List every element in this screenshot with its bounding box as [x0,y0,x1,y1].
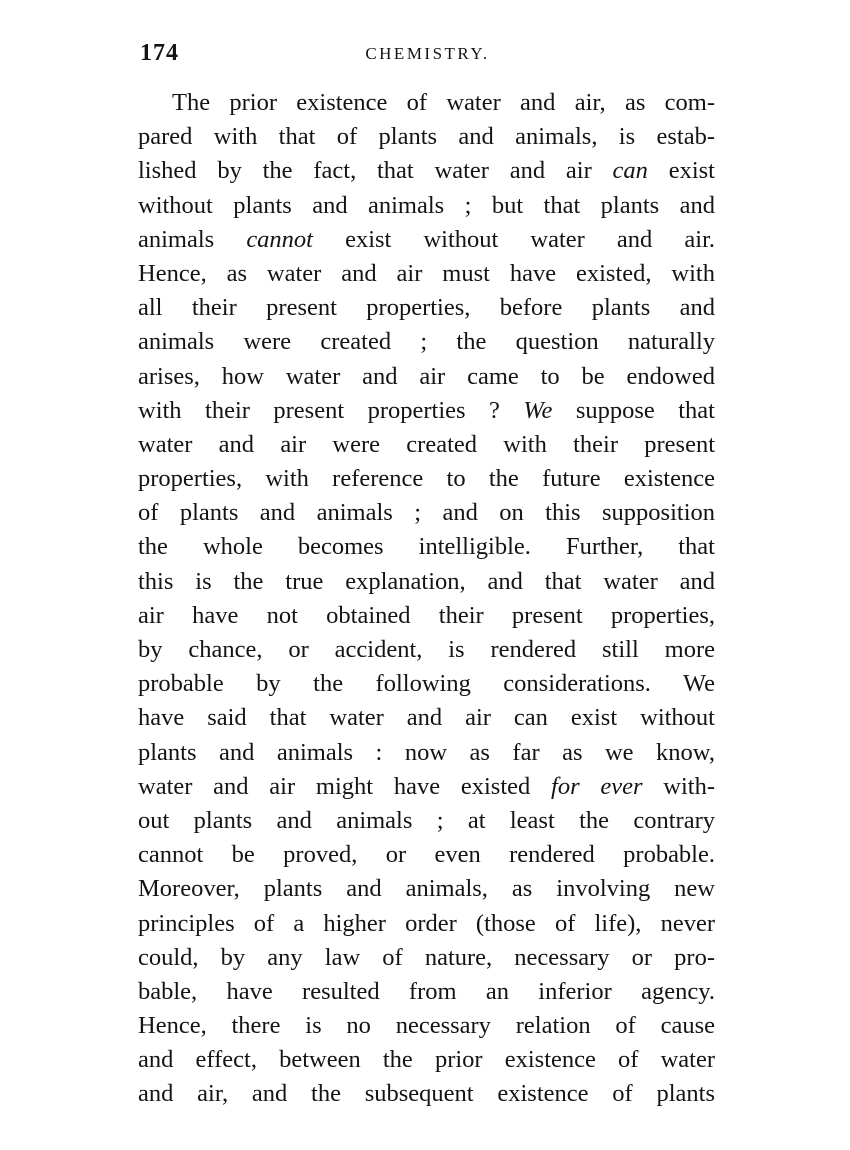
text-run: out plants and animals ; at least the contrary [138,806,715,834]
text-run: Moreover, plants and animals, as involving new [138,875,715,903]
text-line [138,257,715,291]
text-line [138,770,715,804]
text-run: the whole becomes intelligible. Further, that [138,533,715,561]
text-line [138,86,715,120]
text-run: could, by any law of nature, necessary or pro- [138,943,715,971]
text-line [138,291,715,325]
text-line [138,496,715,530]
text-line [138,530,715,564]
text-run: water and air were created with their present [138,430,715,458]
text-run: properties, with reference to the future existence [138,465,715,493]
text-line [138,1077,715,1111]
text-line [138,941,715,975]
text-run: suppose that [552,396,715,424]
running-head [140,40,715,80]
text-line [138,154,715,188]
text-line [138,565,715,599]
text-run: cannot be proved, or even rendered probable. [138,841,715,869]
text-run: all their present properties, before plants and [138,294,715,322]
text-run: plants and animals : now as far as we know, [138,738,715,766]
italic-run: can [612,157,648,185]
text-run: arises, how water and air came to be endowed [138,362,715,390]
page-number: 174 [140,40,179,66]
text-run: probable by the following considerations. We [138,670,715,698]
text-run: with their present properties ? [138,396,524,424]
text-line [138,1009,715,1043]
text-line [138,975,715,1009]
text-line [138,360,715,394]
text-line [138,394,715,428]
text-run: bable, have resulted from an inferior agency. [138,977,715,1005]
text-line [138,667,715,701]
text-run: lished by the fact, that water and air [138,157,613,185]
italic-run: We [523,396,553,424]
text-line [138,633,715,667]
text-run: have said that water and air can exist without [138,704,715,732]
text-line [138,462,715,496]
text-run: and effect, between the prior existence of water [138,1046,715,1074]
text-run: with- [642,772,716,800]
text-run: air have not obtained their present properties, [138,601,715,629]
text-line [138,189,715,223]
text-run: pared with that of plants and animals, is estab- [138,123,715,151]
text-line [138,325,715,359]
text-run: Hence, there is no necessary relation of cause [138,1012,715,1040]
text-line [138,736,715,770]
running-title: CHEMISTRY. [365,44,490,63]
text-run: water and air might have existed [138,772,552,800]
text-run: animals [138,225,247,253]
text-run: principles of a higher order (those of life), never [138,909,715,937]
text-line [138,223,715,257]
text-line [138,907,715,941]
body-text [138,86,715,1112]
text-run: exist [647,157,715,185]
text-run: of plants and animals ; and on this supposition [138,499,715,527]
text-run: animals were created ; the question naturally [138,328,715,356]
italic-run: cannot [246,225,313,253]
text-line [138,120,715,154]
text-run: by chance, or accident, is rendered still more [138,636,715,663]
text-run: The prior existence of water and air, as com- [172,89,715,116]
text-line [138,804,715,838]
text-line [138,838,715,872]
text-line [138,428,715,462]
text-run: without plants and animals ; but that plants and [138,191,715,219]
text-run: and air, and the subsequent existence of plants [138,1080,715,1108]
text-line [138,872,715,906]
italic-run: for ever [551,772,643,800]
text-line [138,701,715,735]
text-run: this is the true explanation, and that water and [138,567,715,595]
text-run: exist without water and air. [313,225,715,253]
text-line [138,599,715,633]
text-line [138,1043,715,1077]
text-run: Hence, as water and air must have existed, with [138,259,715,287]
